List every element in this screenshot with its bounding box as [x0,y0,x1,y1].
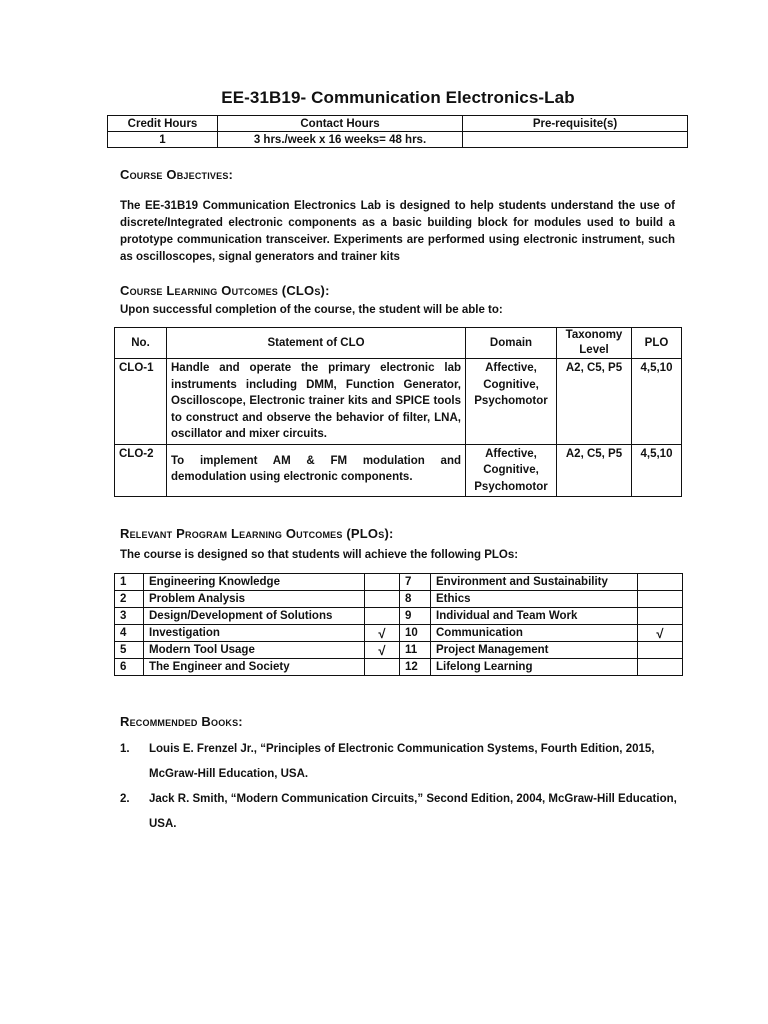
plo-check [365,574,400,591]
table-row [115,659,683,676]
plo-number: 12 [400,659,431,676]
plo-label: Individual and Team Work [431,608,638,625]
plo-intro: The course is designed so that students will achieve the following PLOs: [120,549,519,561]
clo-no-header: No. [115,328,167,359]
credit-hours-table [107,115,688,148]
clo-no: CLO-1 [115,359,167,445]
plo-label: Environment and Sustainability [431,574,638,591]
plo-label: Problem Analysis [144,591,365,608]
plo-label: Project Management [431,642,638,659]
book-number: 1. [120,743,130,755]
table-row [115,625,683,642]
credit-hours-value: 1 [108,132,218,148]
plo-label: Lifelong Learning [431,659,638,676]
table-row [115,608,683,625]
clo-taxonomy: A2, C5, P5 [557,444,632,497]
plo-check: √ [365,642,400,659]
clo-heading: Course Learning Outcomes (CLOs): [120,283,330,298]
plo-check [365,591,400,608]
plo-label: Engineering Knowledge [144,574,365,591]
contact-hours-header: Contact Hours [218,116,463,132]
plo-number: 11 [400,642,431,659]
plo-check: √ [365,625,400,642]
plo-check: √ [638,625,683,642]
plo-number: 2 [115,591,144,608]
list-item [120,787,680,837]
plo-number: 1 [115,574,144,591]
credit-hours-header: Credit Hours [108,116,218,132]
plo-label: Modern Tool Usage [144,642,365,659]
plo-heading: Relevant Program Learning Outcomes (PLOs): [120,526,394,541]
course-objectives-text: The EE-31B19 Communication Electronics Lab is designed to help students understand the use of discrete/Integrated electronic components as a basic building block for modules used to build a prototype communication transceiver. Experiments are performed using electronic instrument, such as oscilloscopes, signal generators and trainer kits [120,200,675,263]
plo-check [638,659,683,676]
clo-domain: Affective, Cognitive, Psychomotor [466,444,557,497]
clo-statement-header: Statement of CLO [167,328,466,359]
contact-hours-value: 3 hrs./week x 16 weeks= 48 hrs. [218,132,463,148]
plo-label: Design/Development of Solutions [144,608,365,625]
book-number: 2. [120,793,130,805]
books-heading: Recommended Books: [120,714,243,729]
plo-label: The Engineer and Society [144,659,365,676]
prerequisite-header: Pre-requisite(s) [463,116,688,132]
clo-statement: Handle and operate the primary electronic lab instruments including DMM, Function Generator, Oscilloscope, Electronic trainer kits and SPICE tools to construct and observe the behavior of filter, LNA, oscillator and mixer circuits. [167,359,466,445]
clo-plo: 4,5,10 [632,444,682,497]
table-row [115,642,683,659]
plo-number: 5 [115,642,144,659]
plo-label: Ethics [431,591,638,608]
list-item [120,737,680,787]
clo-taxonomy: A2, C5, P5 [557,359,632,445]
prerequisite-value [463,132,688,148]
plo-number: 10 [400,625,431,642]
page-title: EE-31B19- Communication Electronics-Lab [221,88,575,107]
table-row [115,359,682,445]
plo-check [638,574,683,591]
table-row [115,444,682,497]
clo-no: CLO-2 [115,444,167,497]
clo-domain-header: Domain [466,328,557,359]
clo-plo-header: PLO [632,328,682,359]
plo-check [365,659,400,676]
books-list [120,737,680,837]
plo-check [638,608,683,625]
clo-table [114,327,682,497]
clo-taxonomy-header: Taxonomy Level [557,328,632,359]
plo-label: Investigation [144,625,365,642]
plo-check [638,642,683,659]
plo-check [638,591,683,608]
book-citation: Louis E. Frenzel Jr., “Principles of Electronic Communication Systems, Fourth Edition, 2015, McGraw-Hill Education, USA. [149,743,655,780]
plo-number: 4 [115,625,144,642]
plo-number: 7 [400,574,431,591]
clo-domain: Affective, Cognitive, Psychomotor [466,359,557,445]
clo-plo: 4,5,10 [632,359,682,445]
plo-number: 6 [115,659,144,676]
plo-check [365,608,400,625]
clo-intro: Upon successful completion of the course, the student will be able to: [120,304,503,316]
book-citation: Jack R. Smith, “Modern Communication Circuits,” Second Edition, 2004, McGraw-Hill Education, USA. [149,793,677,830]
clo-statement: To implement AM & FM modulation and demodulation using electronic components. [167,444,466,497]
plo-number: 9 [400,608,431,625]
plo-table [114,573,683,676]
plo-number: 8 [400,591,431,608]
plo-label: Communication [431,625,638,642]
table-row [115,591,683,608]
plo-number: 3 [115,608,144,625]
course-objectives-heading: Course Objectives: [120,167,234,182]
table-row [115,574,683,591]
